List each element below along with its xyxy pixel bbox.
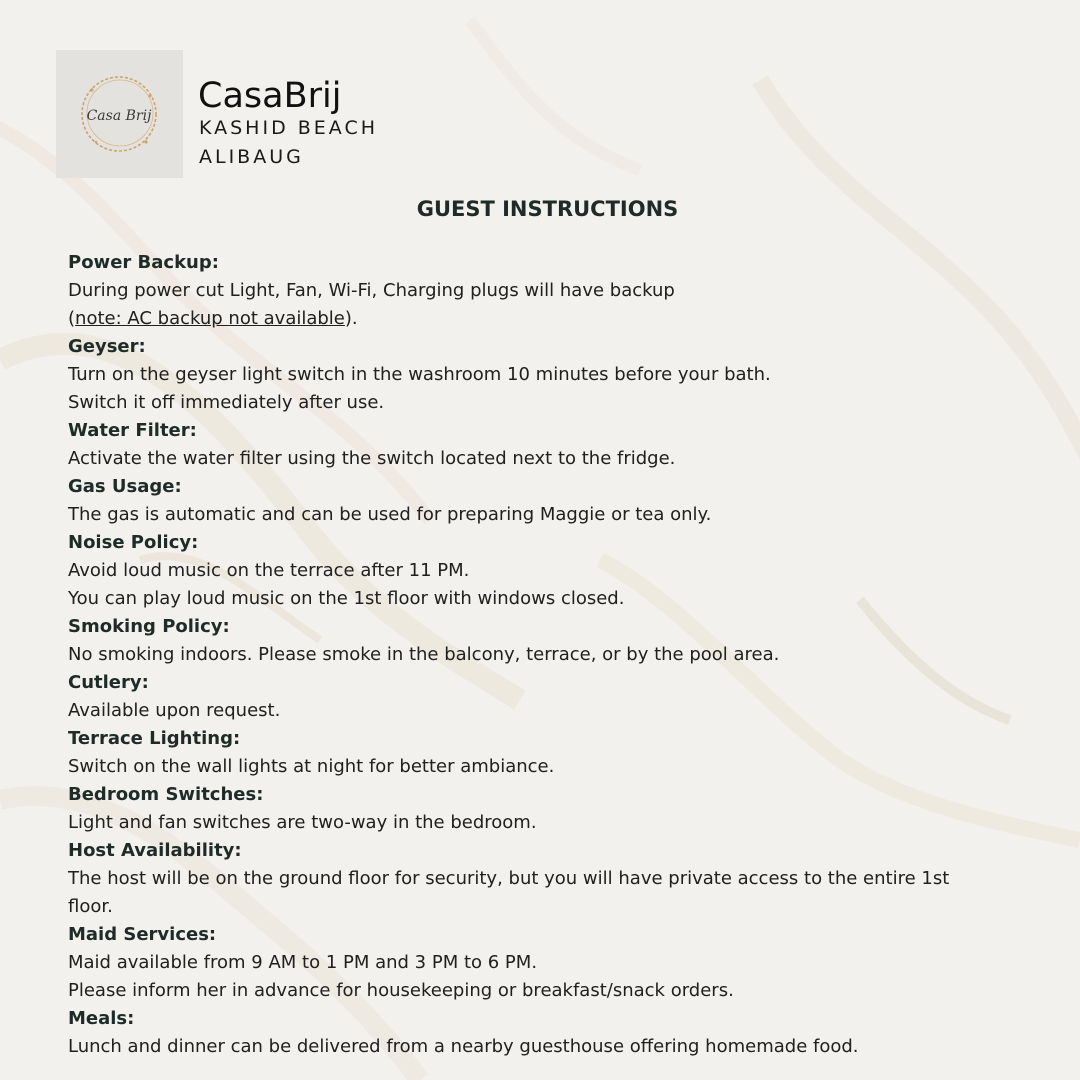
section-text: Switch it off immediately after use. [68,392,385,413]
section-bedroom-switches [68,781,1043,837]
brand-location-line1: KASHID BEACH [199,117,379,139]
brand-name: CasaBrij [198,76,342,116]
section-host-availability [68,837,1043,921]
section-title: Terrace Lighting: [68,728,241,749]
section-text: Avoid loud music on the terrace after 11 PM. [68,560,470,581]
section-noise-policy [68,529,1043,613]
section-title: Smoking Policy: [68,616,230,637]
section-gas-usage [68,473,1043,529]
section-title: Bedroom Switches: [68,784,264,805]
page-title: GUEST INSTRUCTIONS [416,197,679,221]
instructions-list [68,249,1043,1061]
section-text: floor. [68,896,113,917]
section-text: Activate the water filter using the switch located next to the fridge. [68,448,676,469]
section-text: Lunch and dinner can be delivered from a nearby guesthouse offering homemade food. [68,1036,859,1057]
section-title: Water Filter: [68,420,197,441]
section-title: Cutlery: [68,672,149,693]
section-text: During power cut Light, Fan, Wi-Fi, Charging plugs will have backup [68,280,675,301]
section-text: Available upon request. [68,700,281,721]
section-title: Meals: [68,1008,135,1029]
section-title: Power Backup: [68,252,219,273]
section-geyser [68,333,1043,417]
section-note-line [68,305,1043,333]
section-meals [68,1005,1043,1061]
section-title: Geyser: [68,336,146,357]
section-text: The host will be on the ground floor for security, but you will have private access to the entire 1st [68,868,950,889]
note-open-paren: ( [68,308,76,329]
section-text: Please inform her in advance for housekeeping or breakfast/snack orders. [68,980,734,1001]
section-text: Light and fan switches are two-way in the bedroom. [68,812,537,833]
section-text: No smoking indoors. Please smoke in the balcony, terrace, or by the pool area. [68,644,780,665]
section-text: Switch on the wall lights at night for better ambiance. [68,756,555,777]
section-cutlery [68,669,1043,725]
section-title: Noise Policy: [68,532,199,553]
section-title: Host Availability: [68,840,242,861]
section-terrace-lighting [68,725,1043,781]
section-text: Maid available from 9 AM to 1 PM and 3 PM to 6 PM. [68,952,538,973]
section-water-filter [68,417,1043,473]
note-close-paren: ). [344,308,358,329]
section-maid-services [68,921,1043,1005]
brand-logo [56,50,183,178]
section-text: You can play loud music on the 1st floor with windows closed. [68,588,625,609]
logo-text: Casa Brij [86,108,152,124]
section-power-backup [68,249,1043,333]
section-text: The gas is automatic and can be used for preparing Maggie or tea only. [68,504,712,525]
ac-backup-note: note: AC backup not available [75,308,345,329]
section-text: Turn on the geyser light switch in the washroom 10 minutes before your bath. [68,364,771,385]
section-title: Gas Usage: [68,476,182,497]
section-title: Maid Services: [68,924,217,945]
section-smoking-policy [68,613,1043,669]
brand-location-line2: ALIBAUG [199,146,304,168]
